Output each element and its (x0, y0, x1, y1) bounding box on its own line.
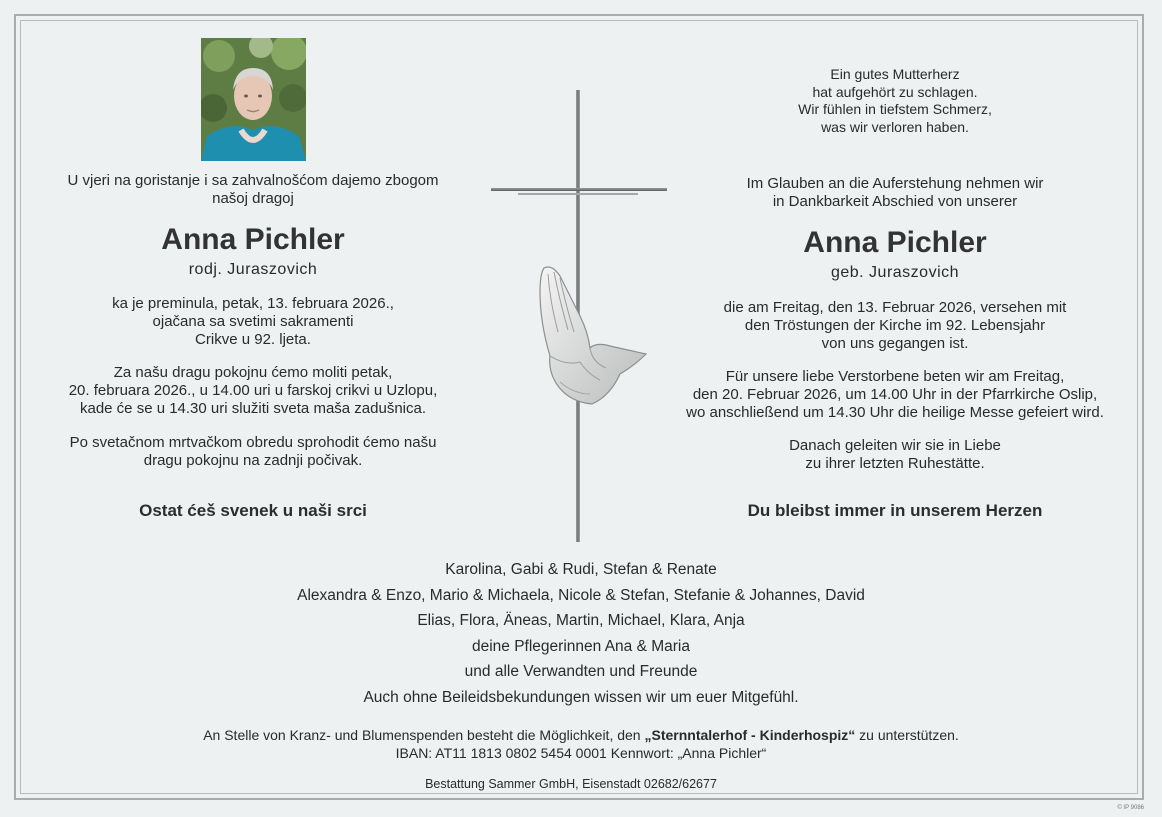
donation-line (0, 726, 1162, 744)
left-prayer-line: kade će se u 14.30 uri služiti sveta maša zadušnica. (79, 400, 427, 417)
right-prayer-line: wo anschließend um 14.30 Uhr die heilige Messe gefeiert wird. (686, 404, 1104, 421)
mourners-line: und alle Verwandten und Freunde (464, 663, 698, 681)
right-poem (660, 66, 1130, 136)
left-motto: Ostat ćeš svenek u naši srci (139, 501, 367, 520)
left-intro-line: U vjeri na goristanje i sa zahvalnošćom dajemo zbogom (67, 172, 439, 189)
portrait-photo (201, 38, 306, 161)
cross-horizontal-beam (491, 188, 667, 191)
right-burial-line: Danach geleiten wir sie in Liebe (789, 437, 1001, 454)
mourners-line: deine Pflegerinnen Ana & Maria (471, 637, 690, 655)
right-poem-line: was wir verloren haben. (821, 118, 969, 135)
right-motto: Du bleibst immer in unserem Herzen (747, 501, 1043, 520)
mourners-line: Auch ohne Beileidsbekundungen wissen wir um euer Mitgefühl. (363, 688, 799, 706)
right-intro (660, 175, 1130, 211)
left-burial-notice (30, 434, 476, 470)
left-death-line: ojačana sa svetimi sakramenti (152, 313, 354, 330)
right-intro-line: in Dankbarkeit Abschied von unserer (772, 193, 1018, 210)
left-burial-line: dragu pokojnu na zadnji počivak. (143, 452, 363, 469)
donation-note (0, 726, 1162, 762)
left-prayer-notice (30, 364, 476, 418)
iban-line: IBAN: AT11 1813 0802 5454 0001 Kennwort: „Anna Pichler“ (395, 745, 767, 761)
mourners-line: Elias, Flora, Äneas, Martin, Michael, Klara, Anja (417, 612, 745, 630)
right-burial-notice (660, 437, 1130, 473)
right-poem-line: hat aufgehört zu schlagen. (812, 83, 978, 100)
funeral-home-credit: Bestattung Sammer GmbH, Eisenstadt 02682/62677 (425, 777, 717, 791)
right-burial-line: zu ihrer letzten Ruhestätte. (805, 455, 985, 472)
right-deceased-name: Anna Pichler (803, 226, 987, 259)
praying-hands-icon (530, 262, 650, 408)
left-intro-line: našoj dragoj (212, 190, 294, 207)
right-death-line: von uns gegangen ist. (821, 335, 969, 352)
left-prayer-line: 20. februara 2026., u 14.00 uri u farskoj crikvi u Uzlopu, (68, 382, 438, 399)
charity-name: „Sternntalerhof - Kinderhospiz“ (644, 727, 856, 743)
right-death-line: den Tröstungen der Kirche im 92. Lebensjahr (744, 317, 1046, 334)
left-intro (30, 172, 476, 208)
right-prayer-notice (660, 368, 1130, 422)
left-death-line: Crikve u 92. ljeta. (195, 331, 311, 348)
right-birth-name: geb. Juraszovich (830, 264, 960, 281)
left-prayer-line: Za našu dragu pokojnu ćemo moliti petak, (113, 364, 393, 381)
left-deceased-name: Anna Pichler (161, 223, 345, 256)
left-burial-line: Po svetačnom mrtvačkom obredu sprohodit ćemo našu (69, 434, 437, 451)
mourners-line: Alexandra & Enzo, Mario & Michaela, Nicole & Stefan, Stefanie & Johannes, David (297, 586, 865, 604)
cross-shadow-beam (518, 193, 638, 195)
right-prayer-line: Für unsere liebe Verstorbene beten wir am Freitag, (725, 368, 1065, 385)
right-poem-line: Ein gutes Mutterherz (830, 66, 960, 82)
left-death-line: ka je preminula, petak, 13. februara 2026., (112, 295, 394, 312)
mourners-line: Karolina, Gabi & Rudi, Stefan & Renate (445, 561, 717, 578)
right-intro-line: Im Glauben an die Auferstehung nehmen wir (746, 175, 1044, 192)
donation-text-before: An Stelle von Kranz- und Blumenspenden besteht die Möglichkeit, den (203, 727, 645, 743)
left-birth-name: rodj. Juraszovich (188, 261, 318, 278)
right-prayer-line: den 20. Februar 2026, um 14.00 Uhr in der Pfarrkirche Oslip, (692, 386, 1098, 403)
donation-text-after: zu unterstützen. (855, 727, 959, 743)
left-death-notice (30, 295, 476, 349)
right-death-notice (660, 299, 1130, 353)
corner-code: © IP 9086 (1117, 805, 1144, 811)
right-death-line: die am Freitag, den 13. Februar 2026, versehen mit (723, 299, 1067, 316)
mourners-list (0, 557, 1162, 711)
right-poem-line: Wir fühlen in tiefstem Schmerz, (798, 101, 992, 118)
